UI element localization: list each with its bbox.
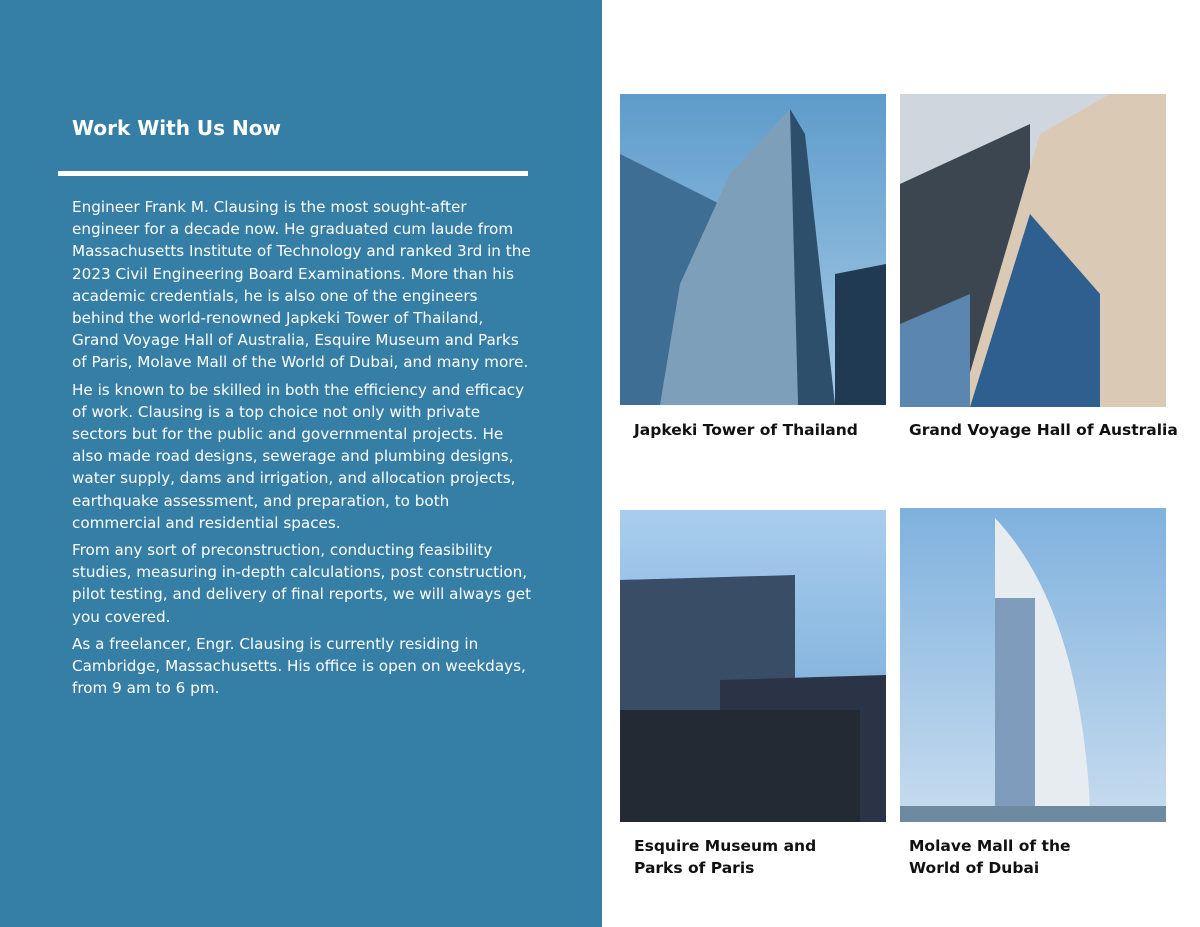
molave-mall-photo <box>900 508 1166 822</box>
caption-japkeki: Japkeki Tower of Thailand <box>634 421 858 439</box>
divider <box>58 171 528 176</box>
caption-grand-voyage: Grand Voyage Hall of Australia <box>909 421 1178 439</box>
paragraph: As a freelancer, Engr. Clausing is currently residing in Cambridge, Massachusetts. His office is open on weekdays, from 9 am to 6 pm. <box>72 634 526 698</box>
paragraph: He is known to be skilled in both the efficiency and efficacy of work. Clausing is a top choice not only with private sectors but for the public and governmental projects. He also made road designs, sewerage and plumbing designs, water supply, dams and irrigation, and allocation projects, earthquake assessment, and preparation, to both commercial and residential spaces. <box>72 380 525 532</box>
page-title: Work With Us Now <box>72 116 281 140</box>
esquire-museum-photo <box>620 510 886 822</box>
body-text <box>72 196 532 704</box>
caption-molave: Molave Mall of the World of Dubai <box>909 837 1071 877</box>
japkeki-tower-photo <box>620 94 886 405</box>
paragraph: Engineer Frank M. Clausing is the most sought-after engineer for a decade now. He graduated cum laude from Massachusetts Institute of Technology and ranked 3rd in the 2023 Civil Engineering Board Examinations. More than his academic credentials, he is also one of the engineers behind the world-renowned Japkeki Tower of Thailand, Grand Voyage Hall of Australia, Esquire Museum and Parks of Paris, Molave Mall of the World of Dubai, and many more. <box>72 198 531 372</box>
paragraph: From any sort of preconstruction, conducting feasibility studies, measuring in-depth calculations, post construction, pilot testing, and delivery of final reports, we will always get you covered. <box>72 541 532 626</box>
grand-voyage-hall-photo <box>900 94 1166 407</box>
caption-esquire: Esquire Museum and Parks of Paris <box>634 837 817 877</box>
